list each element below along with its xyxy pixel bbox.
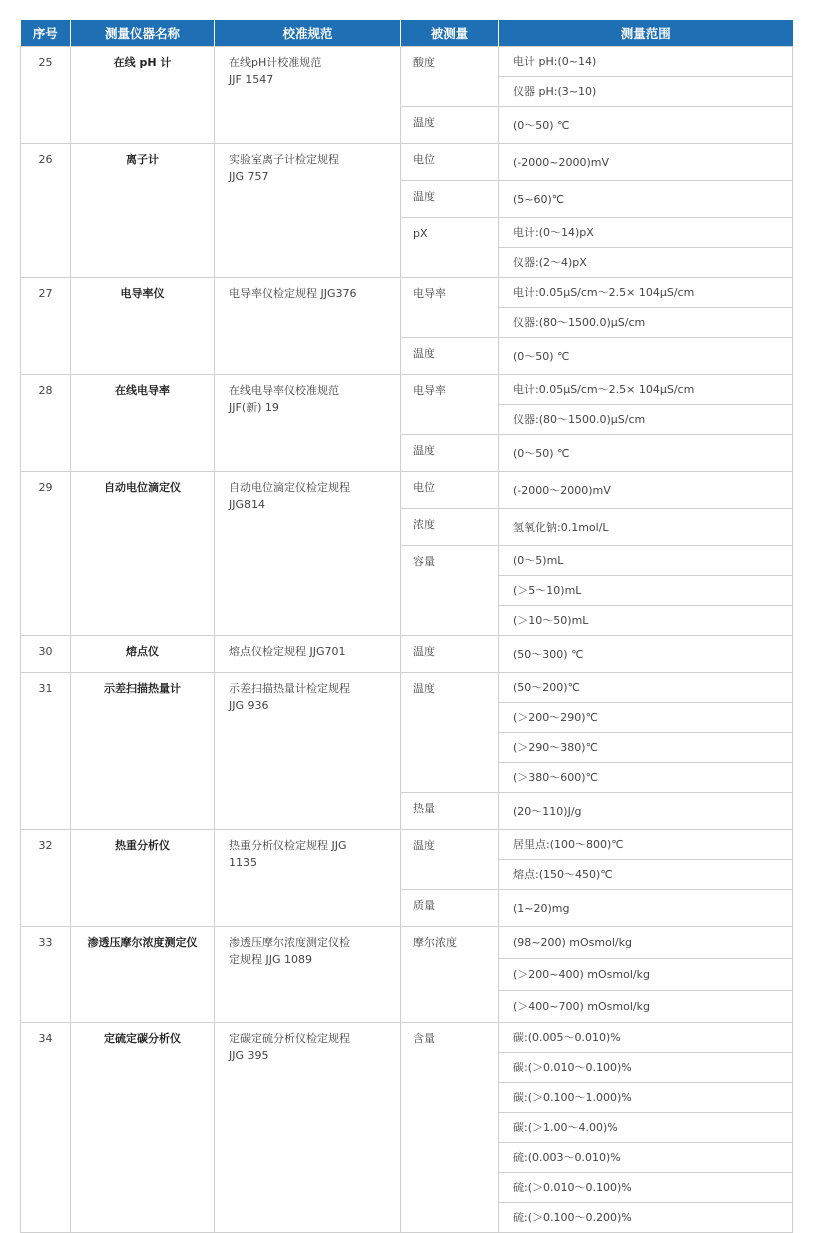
table-row [21, 636, 793, 673]
cell-measurement-range: 电计:(0～14)pX [499, 218, 793, 248]
table-row [21, 673, 793, 703]
cell-measured-quantity: 电位 [401, 144, 499, 181]
cell-measurement-range: 电计 pH:(0~14) [499, 47, 793, 77]
cell-measurement-range: 电计:0.05μS/cm～2.5× 104μS/cm [499, 375, 793, 405]
cell-measurement-range: (50～300) ℃ [499, 636, 793, 673]
cell-measurement-range: (98~200) mOsmol/kg [499, 927, 793, 959]
spec-line: 定碳定硫分析仪检定规程 [229, 1032, 350, 1045]
cell-instrument-name: 在线电导率 [71, 375, 215, 472]
cell-measured-quantity: 温度 [401, 181, 499, 218]
cell-measurement-range: 硫:(0.003～0.010)% [499, 1143, 793, 1173]
table-row [21, 278, 793, 308]
cell-measured-quantity: pX [401, 218, 499, 278]
cell-serial-number: 26 [21, 144, 71, 278]
cell-measured-quantity: 温度 [401, 673, 499, 793]
cell-serial-number: 25 [21, 47, 71, 144]
cell-measured-quantity: 温度 [401, 435, 499, 472]
cell-instrument-name: 自动电位滴定仪 [71, 472, 215, 636]
cell-calibration-spec [215, 636, 401, 673]
spec-line: 示差扫描热量计检定规程 [229, 682, 350, 695]
cell-measurement-range: 碳:(0.005～0.010)% [499, 1023, 793, 1053]
spec-line: 自动电位滴定仪检定规程 [229, 481, 350, 494]
cell-measurement-range: 熔点:(150～450)℃ [499, 860, 793, 890]
cell-measurement-range: (＞10～50)mL [499, 606, 793, 636]
cell-calibration-spec [215, 472, 401, 636]
table-row [21, 144, 793, 181]
cell-measured-quantity: 温度 [401, 830, 499, 890]
cell-measurement-range: 碳:(＞0.100～1.000)% [499, 1083, 793, 1113]
header-calibration-spec: 校准规范 [215, 20, 401, 47]
cell-measurement-range: 碳:(＞0.010～0.100)% [499, 1053, 793, 1083]
table-row [21, 927, 793, 959]
spec-line: JJF 1547 [229, 73, 274, 86]
cell-calibration-spec [215, 1023, 401, 1233]
table-row [21, 47, 793, 77]
cell-measured-quantity: 酸度 [401, 47, 499, 107]
cell-instrument-name: 示差扫描热量计 [71, 673, 215, 830]
cell-measured-quantity: 质量 [401, 890, 499, 927]
cell-measured-quantity: 电导率 [401, 278, 499, 338]
spec-line: JJG 395 [229, 1049, 269, 1062]
cell-measured-quantity: 容量 [401, 546, 499, 636]
spec-line: 1135 [229, 856, 257, 869]
table-row [21, 375, 793, 405]
cell-measurement-range: 电计:0.05μS/cm～2.5× 104μS/cm [499, 278, 793, 308]
cell-instrument-name: 热重分析仪 [71, 830, 215, 927]
calibration-table [20, 20, 793, 1233]
spec-line: 在线电导率仪校准规范 [229, 384, 339, 397]
calibration-table-wrapper [20, 20, 792, 1233]
cell-calibration-spec [215, 278, 401, 375]
cell-measurement-range: (-2000~2000)mV [499, 144, 793, 181]
cell-measurement-range: (5~60)℃ [499, 181, 793, 218]
cell-measurement-range: 仪器 pH:(3~10) [499, 77, 793, 107]
spec-line: JJG814 [229, 498, 266, 511]
cell-instrument-name: 离子计 [71, 144, 215, 278]
cell-serial-number: 31 [21, 673, 71, 830]
cell-measurement-range: (0～50) ℃ [499, 435, 793, 472]
cell-measurement-range: (20～110)J/g [499, 793, 793, 830]
cell-serial-number: 32 [21, 830, 71, 927]
cell-serial-number: 29 [21, 472, 71, 636]
cell-measurement-range: 硫:(＞0.010～0.100)% [499, 1173, 793, 1203]
cell-measurement-range: (50～200)℃ [499, 673, 793, 703]
spec-line: JJG 936 [229, 699, 269, 712]
cell-measurement-range: (＞200～290)℃ [499, 703, 793, 733]
spec-line: JJG 757 [229, 170, 269, 183]
cell-measured-quantity: 热量 [401, 793, 499, 830]
cell-measured-quantity: 电导率 [401, 375, 499, 435]
cell-serial-number: 28 [21, 375, 71, 472]
cell-measurement-range: 仪器:(80～1500.0)μS/cm [499, 308, 793, 338]
cell-measurement-range: 碳:(＞1.00～4.00)% [499, 1113, 793, 1143]
table-row [21, 472, 793, 509]
header-measured-quantity: 被测量 [401, 20, 499, 47]
cell-measurement-range: (＞290～380)℃ [499, 733, 793, 763]
cell-instrument-name: 熔点仪 [71, 636, 215, 673]
cell-measurement-range: 硫:(＞0.100～0.200)% [499, 1203, 793, 1233]
cell-calibration-spec [215, 144, 401, 278]
cell-instrument-name: 定硫定碳分析仪 [71, 1023, 215, 1233]
cell-calibration-spec [215, 375, 401, 472]
cell-measurement-range: (1~20)mg [499, 890, 793, 927]
spec-line: 在线pH计校准规范 [229, 56, 322, 69]
spec-line: 实验室离子计检定规程 [229, 153, 339, 166]
cell-measurement-range: (0～5)mL [499, 546, 793, 576]
cell-calibration-spec [215, 830, 401, 927]
header-serial-number: 序号 [21, 20, 71, 47]
cell-instrument-name: 在线 pH 计 [71, 47, 215, 144]
cell-instrument-name: 电导率仪 [71, 278, 215, 375]
cell-measurement-range: (＞400~700) mOsmol/kg [499, 991, 793, 1023]
spec-line: 定规程 JJG 1089 [229, 953, 312, 966]
header-measurement-range: 测量范围 [499, 20, 793, 47]
table-body [21, 47, 793, 1233]
table-header [21, 20, 793, 47]
cell-serial-number: 34 [21, 1023, 71, 1233]
spec-line: JJF(新) 19 [229, 401, 279, 414]
cell-measured-quantity: 摩尔浓度 [401, 927, 499, 1023]
cell-serial-number: 27 [21, 278, 71, 375]
cell-serial-number: 33 [21, 927, 71, 1023]
cell-measurement-range: 氢氧化钠:0.1mol/L [499, 509, 793, 546]
cell-measured-quantity: 电位 [401, 472, 499, 509]
table-row [21, 1023, 793, 1053]
cell-measurement-range: (-2000～2000)mV [499, 472, 793, 509]
cell-measurement-range: (＞380～600)℃ [499, 763, 793, 793]
spec-line: 渗透压摩尔浓度测定仪检 [229, 936, 350, 949]
cell-measured-quantity: 温度 [401, 338, 499, 375]
cell-serial-number: 30 [21, 636, 71, 673]
cell-measured-quantity: 温度 [401, 107, 499, 144]
spec-line: 热重分析仪检定规程 JJG [229, 839, 347, 852]
cell-measurement-range: 仪器:(2～4)pX [499, 248, 793, 278]
cell-measurement-range: (＞5～10)mL [499, 576, 793, 606]
cell-measurement-range: 居里点:(100～800)℃ [499, 830, 793, 860]
table-row [21, 830, 793, 860]
cell-measurement-range: 仪器:(80～1500.0)μS/cm [499, 405, 793, 435]
cell-instrument-name: 渗透压摩尔浓度测定仪 [71, 927, 215, 1023]
cell-calibration-spec [215, 673, 401, 830]
cell-measured-quantity: 温度 [401, 636, 499, 673]
spec-line: 电导率仪检定规程 JJG376 [229, 287, 357, 300]
cell-measured-quantity: 含量 [401, 1023, 499, 1233]
cell-calibration-spec [215, 927, 401, 1023]
cell-measurement-range: (0～50) ℃ [499, 338, 793, 375]
cell-calibration-spec [215, 47, 401, 144]
cell-measurement-range: (0～50) ℃ [499, 107, 793, 144]
spec-line: 熔点仪检定规程 JJG701 [229, 645, 346, 658]
table-header-row [21, 20, 793, 47]
header-instrument-name: 测量仪器名称 [71, 20, 215, 47]
cell-measured-quantity: 浓度 [401, 509, 499, 546]
cell-measurement-range: (＞200~400) mOsmol/kg [499, 959, 793, 991]
